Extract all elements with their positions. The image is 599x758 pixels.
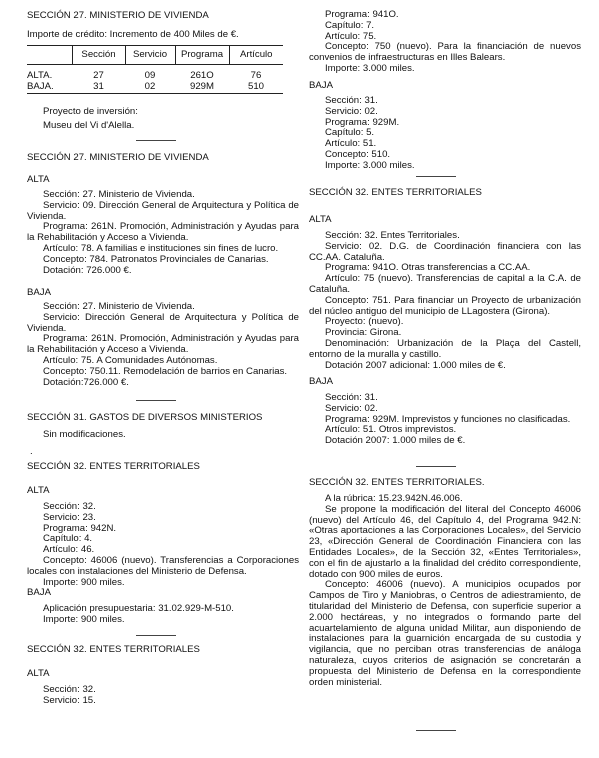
- paragraph: Servicio: 09. Dirección General de Arquitectura y Política de Vivienda.: [27, 199, 299, 222]
- table-cell: 261O: [190, 70, 214, 81]
- paragraph: Programa: 942N.: [43, 522, 117, 534]
- paragraph: Artículo: 75. A Comunidades Autónomas.: [43, 354, 218, 366]
- paragraph: Importe: 3.000 miles.: [325, 159, 415, 171]
- separator: [136, 635, 176, 636]
- paragraph: Artículo: 75 (nuevo). Transferencias de capital a la C.A. de Cataluña.: [309, 273, 581, 295]
- section-heading: SECCIÓN 32. ENTES TERRITORIALES.: [309, 477, 485, 488]
- paragraph: Sección: 27. Ministerio de Vivienda.: [43, 189, 195, 200]
- importe-text: Importe de crédito: Incremento de 400 Miles de €.: [27, 29, 239, 40]
- table-header-cell: Artículo: [229, 46, 283, 65]
- paragraph: Importe: 900 miles.: [43, 576, 125, 588]
- paragraph: Artículo: 46.: [43, 544, 95, 556]
- table-header-row: [27, 46, 283, 65]
- paragraph: Concepto: 46006 (nuevo). A municipios ocupados por Campos de Tiro y Maniobras, o Centros de adiestramiento, de titularidad del Ministerio de Defensa, con superficie superior a 2.000 hectáreas, y no integrados o formando parte del acuartelamiento de alguna unidad Militar, aun disponiendo de instalaciones para la guarnición encargada de su custodia y vigilancia, que no perciban otras transferencias de análoga naturaleza, cuyos criterios de asignación se concretarán a propuesta del Ministerio de Defensa en la correspondiente orden ministerial.: [309, 579, 581, 688]
- paragraph: Artículo: 51. Otros imprevistos.: [325, 424, 457, 436]
- separator: [416, 176, 456, 177]
- paragraph: Capítulo: 5.: [325, 127, 375, 139]
- table-header-cell: [27, 46, 72, 65]
- paragraph: Importe: 900 miles.: [43, 614, 125, 625]
- paragraph: Museu del Vi d'Alella.: [43, 120, 135, 131]
- separator: [416, 466, 456, 467]
- section-heading: SECCIÓN 32. ENTES TERRITORIALES: [27, 644, 200, 655]
- separator: [136, 400, 176, 401]
- table-cell: 76: [250, 70, 262, 81]
- table-row: [27, 65, 283, 82]
- paragraph: Dotación 2007 adicional: 1.000 miles de €.: [325, 359, 506, 371]
- continued-block: [309, 10, 581, 75]
- paragraph: Sección: 31.: [325, 95, 378, 106]
- paragraph: Proyecto: (nuevo).: [325, 316, 404, 328]
- table-cell: 27: [93, 70, 104, 81]
- paragraph: Artículo: 78. A familias e instituciones sin fines de lucro.: [43, 242, 279, 254]
- paragraph: Programa: 941O.: [325, 9, 399, 20]
- paragraph: Sección: 32. Entes Territoriales.: [325, 230, 460, 241]
- paragraph: Sección: 27. Ministerio de Vivienda.: [43, 301, 195, 312]
- paragraph: Dotación 2007: 1.000 miles de €.: [325, 435, 466, 447]
- alta-block: [27, 502, 299, 588]
- subheading-alta: ALTA: [27, 174, 50, 185]
- separator: [416, 730, 456, 731]
- rubrica-block: [309, 494, 581, 688]
- subheading-baja: BAJA: [27, 287, 51, 298]
- table-cell: 929M: [175, 82, 229, 93]
- paragraph: Servicio: 02. D.G. de Coordinación financiera con las CC.AA. Cataluña.: [309, 240, 581, 263]
- paragraph: Aplicación presupuestaria: 31.02.929-M-510.: [43, 603, 234, 614]
- paragraph: Concepto: 751. Para financiar un Proyecto de urbanización del núcleo antiguo del municipio de LLagostera (Girona).: [309, 294, 581, 317]
- credit-table: [27, 45, 283, 94]
- paragraph: Servicio: 15.: [43, 695, 96, 706]
- paragraph: Concepto: 750.11. Remodelación de barrios en Canarias.: [43, 365, 288, 377]
- table-cell: ALTA.: [27, 70, 53, 81]
- paragraph: Programa: 929M.: [325, 116, 400, 128]
- section-heading: SECCIÓN 32. ENTES TERRITORIALES: [309, 187, 482, 198]
- alta-block: [309, 231, 581, 371]
- subheading-baja: BAJA: [309, 80, 333, 91]
- paragraph: Servicio: Dirección General de Arquitectura y Política de Vivienda.: [27, 311, 299, 334]
- paragraph: Servicio: 02.: [325, 402, 378, 414]
- paragraph: Importe: 3.000 miles.: [325, 62, 415, 74]
- section-heading: SECCIÓN 27. MINISTERIO DE VIVIENDA: [27, 152, 209, 163]
- table-cell: 31: [72, 82, 125, 93]
- baja-block: [27, 302, 299, 388]
- paragraph: Provincia: Girona.: [325, 327, 402, 339]
- paragraph: Capítulo: 7.: [325, 19, 375, 31]
- table-cell: BAJA.: [27, 82, 72, 93]
- table-cell: 510: [229, 82, 283, 93]
- dot: .: [30, 446, 33, 457]
- paragraph: Concepto: 510.: [325, 148, 391, 160]
- paragraph: Sección: 32.: [43, 684, 96, 695]
- paragraph: Dotación:726.000 €.: [43, 376, 129, 388]
- paragraph: Servicio: 23.: [43, 511, 96, 523]
- table-cell: 09: [144, 70, 156, 81]
- paragraph: Concepto: 784. Patronatos Provinciales de Canarias.: [43, 253, 269, 265]
- paragraph: Artículo: 75.: [325, 30, 377, 42]
- section-heading: SECCIÓN 31. GASTOS DE DIVERSOS MINISTERIOS: [27, 412, 263, 423]
- paragraph: Artículo: 51.: [325, 138, 377, 150]
- subheading-alta: ALTA: [27, 485, 50, 496]
- paragraph: Sección: 31.: [325, 392, 378, 403]
- paragraph: Denominación: Urbanización de la Plaça del Castell, entorno de la muralla y castillo.: [309, 337, 581, 360]
- table-row: [27, 82, 283, 93]
- paragraph: Sin modificaciones.: [43, 429, 126, 440]
- paragraph: Programa: 929M. Imprevistos y funciones no clasificadas.: [325, 413, 571, 425]
- subheading-alta: ALTA: [309, 214, 332, 225]
- paragraph: Se propone la modificación del literal del Concepto 46006 (nuevo) del Artículo 46, del Capítulo 4, del Programa 942.N: «Otras aportaciones a las Corporaciones Locales», del Servicio 23, «Dirección General de Coordinación Financiera con las Entidades Locales», de la Sección 32, «Entes Territoriales», con el fin de ajustarlo a la finalidad del crédito correspondiente, dotado con 900 miles de euros.: [309, 503, 581, 580]
- subheading-baja: BAJA: [309, 376, 333, 387]
- baja-block: [309, 96, 581, 172]
- paragraph: Capítulo: 4.: [43, 533, 93, 545]
- paragraph: Programa: 261N. Promoción, Administración y Ayudas para la Rehabilitación y Acceso a Vivienda.: [27, 333, 299, 356]
- alta-block: [27, 190, 299, 276]
- table-header-cell: Programa: [175, 46, 229, 65]
- paragraph: Programa: 941O. Otras transferencias a CC.AA.: [325, 262, 531, 274]
- subheading-alta: ALTA: [27, 668, 50, 679]
- subheading-baja: BAJA: [27, 587, 51, 598]
- paragraph: Sección: 32.: [43, 501, 96, 512]
- paragraph: Concepto: 750 (nuevo). Para la financiación de nuevos convenios de infraestructuras en Illes Balears.: [309, 41, 581, 64]
- table-cell: 02: [125, 82, 175, 93]
- table-header-cell: Servicio: [125, 46, 175, 65]
- baja-block: [309, 393, 581, 447]
- paragraph: Servicio: 02.: [325, 105, 378, 117]
- section-heading: SECCIÓN 32. ENTES TERRITORIALES: [27, 461, 200, 472]
- paragraph: Proyecto de inversión:: [43, 106, 138, 117]
- paragraph: Concepto: 46006 (nuevo). Transferencias a Corporaciones locales con instalaciones del Ministerio de Defensa.: [27, 554, 299, 577]
- table-header-cell: Sección: [72, 46, 125, 65]
- paragraph: Dotación: 726.000 €.: [43, 264, 132, 276]
- section-heading: SECCIÓN 27. MINISTERIO DE VIVIENDA: [27, 10, 209, 21]
- paragraph: Programa: 261N. Promoción, Administración y Ayudas para la Rehabilitación y Acceso a Vivienda.: [27, 221, 299, 244]
- paragraph: A la rúbrica: 15.23.942N.46.006.: [325, 493, 463, 504]
- separator: [136, 140, 176, 141]
